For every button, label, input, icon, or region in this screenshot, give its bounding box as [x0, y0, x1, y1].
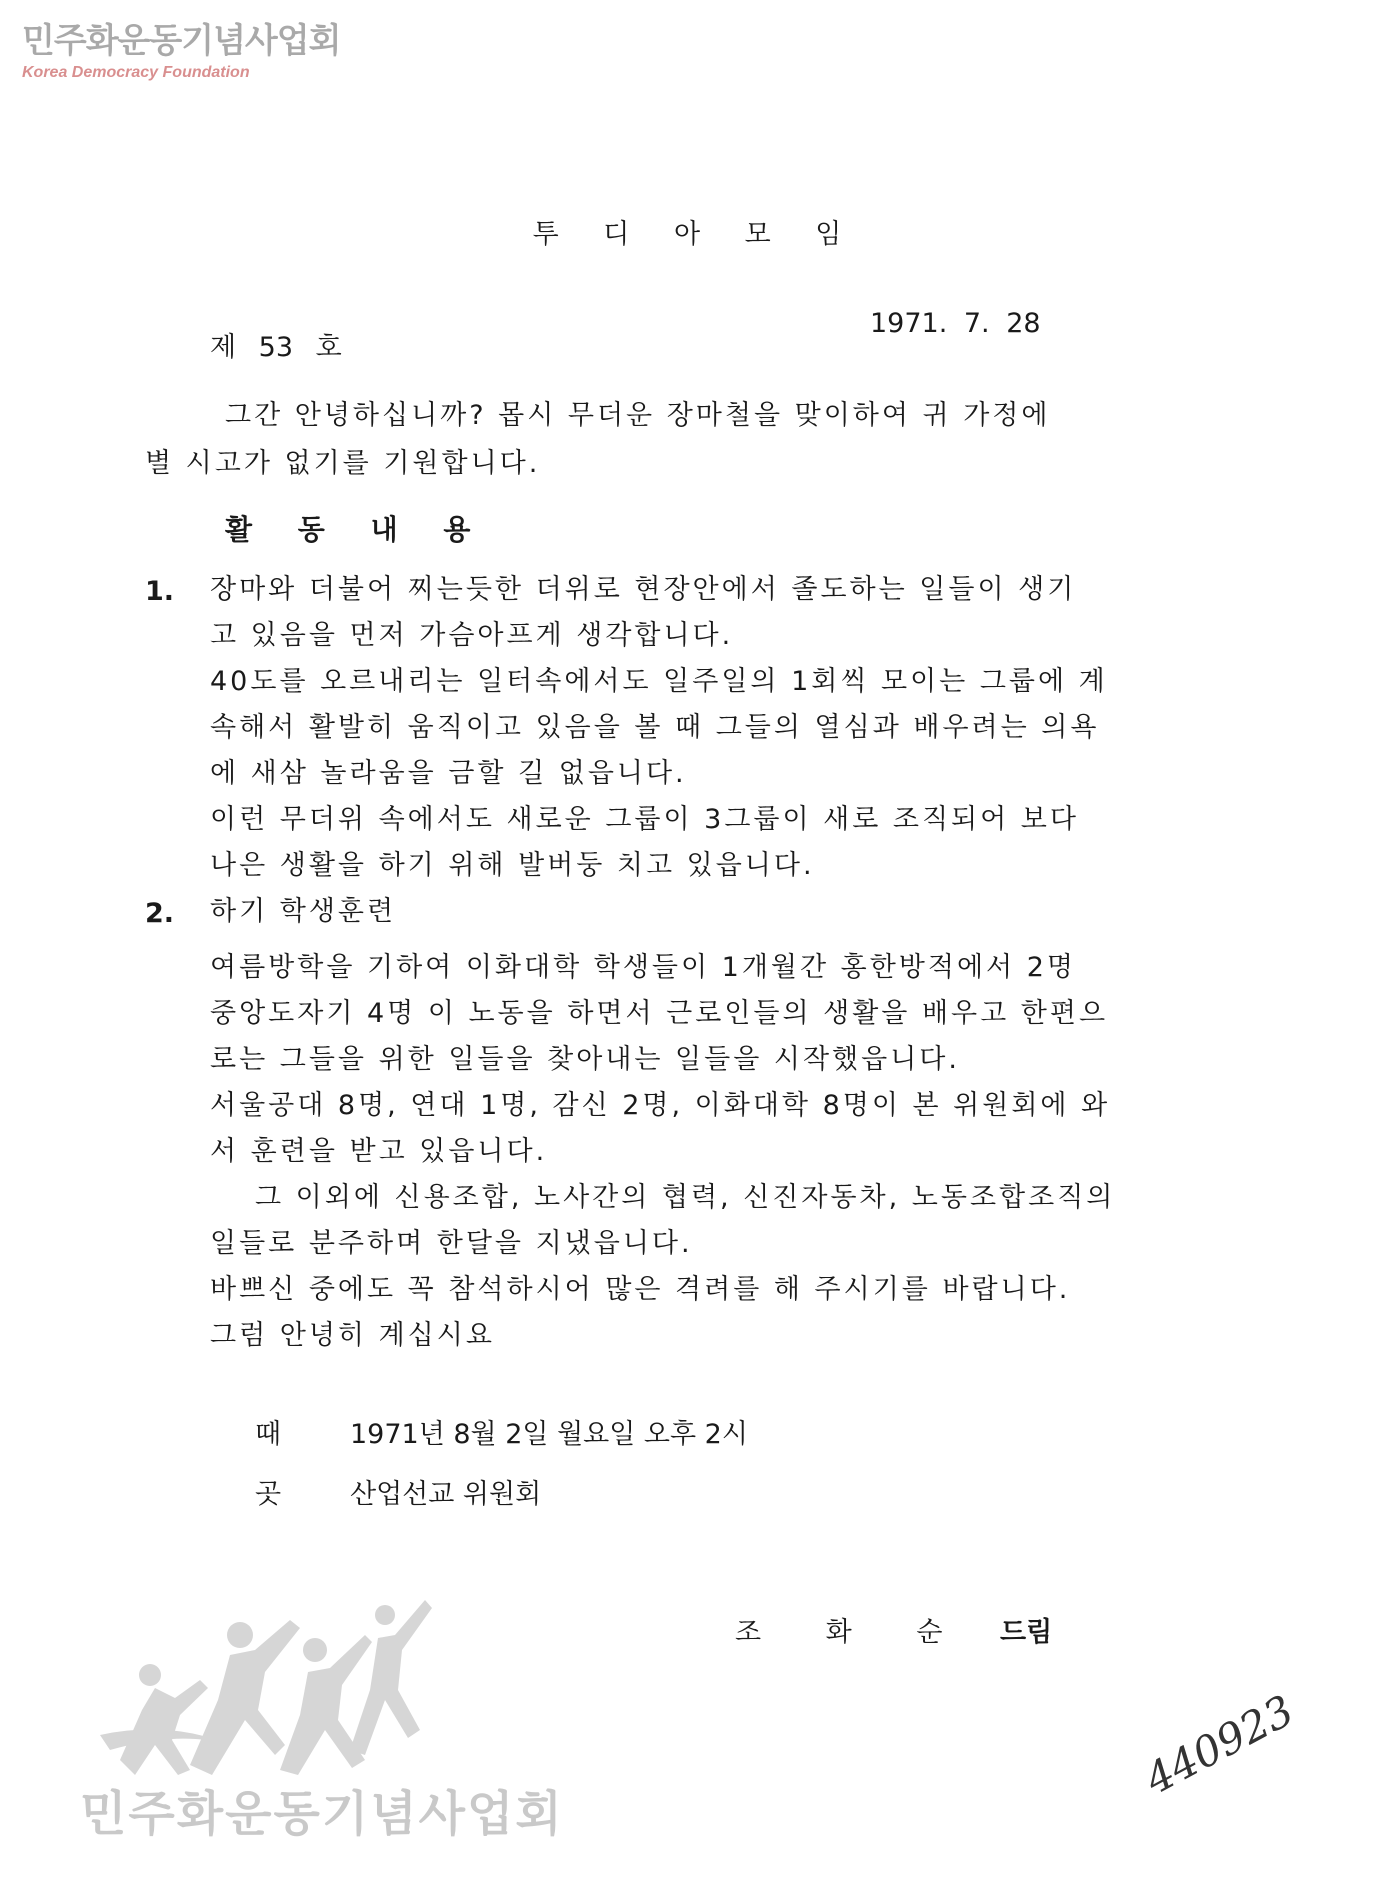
meeting-place-value: 산업선교 위원회 [350, 1479, 542, 1510]
item-2-line: 여름방학을 기하여 이화대학 학생들이 1개월간 홍한방적에서 2명 [210, 952, 1076, 983]
meeting-time-value: 1971년 8월 2일 월요일 오후 2시 [350, 1419, 748, 1450]
item-2-line: 일들로 분주하며 한달을 지냈읍니다. [210, 1228, 693, 1259]
item-2-line: 로는 그들을 위한 일들을 찾아내는 일들을 시작했읍니다. [210, 1044, 960, 1075]
signature-suffix: 드림 [1000, 1617, 1053, 1648]
item-1-line: 나은 생활을 하기 위해 발버둥 치고 있읍니다. [210, 850, 815, 881]
issue-number: 제 53 호 [210, 332, 342, 363]
item-1-line: 속해서 활발히 움직이고 있음을 볼 때 그들의 열심과 배우려는 의욕 [210, 712, 1100, 743]
item-1-number: 1. [145, 576, 175, 607]
item-1-line: 고 있음을 먼저 가슴아프게 생각합니다. [210, 620, 734, 651]
item-2-line: 서 훈련을 받고 있읍니다. [210, 1136, 548, 1167]
greeting-line-1: 그간 안녕하십니까? 몹시 무더운 장마철을 맞이하여 귀 가정에 [225, 400, 1051, 431]
item-1-line: 에 새삼 놀라움을 금할 길 없읍니다. [210, 758, 687, 789]
foundation-name-en: Korea Democracy Foundation [22, 64, 250, 81]
item-2-title: 하기 학생훈련 [210, 896, 397, 927]
foundation-logo-watermark [80, 1580, 440, 1780]
item-2-line: 중앙도자기 4명 이 노동을 하면서 근로인들의 생활을 배우고 한편으 [210, 998, 1109, 1029]
foundation-name-ko: 민주화운동기념사업회 [22, 21, 341, 61]
item-1-line: 이런 무더위 속에서도 새로운 그룹이 3그룹이 새로 조직되어 보다 [210, 804, 1079, 835]
foundation-name-watermark-bottom: 민주화운동기념사업회 [80, 1786, 564, 1842]
item-2-number: 2. [145, 898, 175, 929]
item-1-line: 40도를 오르내리는 일터속에서도 일주일의 1회씩 모이는 그룹에 계 [210, 666, 1108, 697]
document-title: 투 디 아 모 임 [532, 219, 860, 250]
item-1-line: 장마와 더불어 찌는듯한 더위로 현장안에서 졸도하는 일들이 생기 [210, 574, 1077, 605]
section-heading: 활 동 내 용 [225, 513, 489, 546]
greeting-line-2: 별 시고가 없기를 기원합니다. [145, 448, 541, 479]
document-date: 1971. 7. 28 [870, 308, 1041, 339]
item-2-line: 그럼 안녕히 계십시요 [210, 1320, 495, 1351]
meeting-time-label: 때 [255, 1419, 282, 1450]
archive-number: 440923 [1136, 1685, 1302, 1804]
item-2-line: 서울공대 8명, 연대 1명, 감신 2명, 이화대학 8명이 본 위원회에 와 [210, 1090, 1111, 1121]
foundation-watermark-top [22, 20, 340, 82]
item-2-line: 그 이외에 신용조합, 노사간의 협력, 신진자동차, 노동조합조직의 [255, 1182, 1116, 1213]
item-2-line: 바쁘신 중에도 꼭 참석하시어 많은 격려를 해 주시기를 바랍니다. [210, 1274, 1071, 1305]
signature-name: 조 화 순 [735, 1617, 971, 1648]
meeting-place-label: 곳 [255, 1479, 282, 1510]
